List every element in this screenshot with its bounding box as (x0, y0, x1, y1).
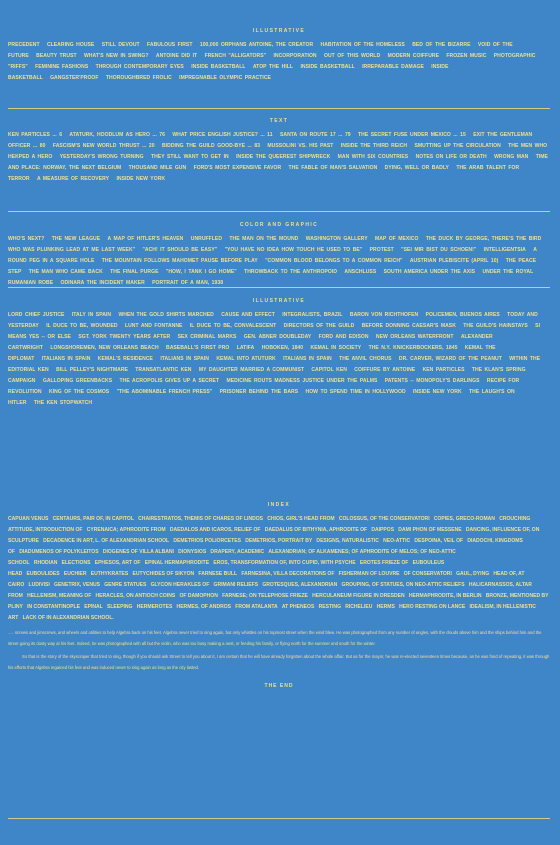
list-entry: THE FABLE OF MAN'S SALVATION (288, 165, 378, 171)
list-entry: POLICEMEN, BUENOS AIRES (425, 312, 500, 318)
list-entry: GANGSTER'PROOF (50, 75, 99, 81)
color-graphic-list (8, 234, 550, 289)
list-entry: RHODIAN (33, 560, 58, 566)
list-entry: DAMI PHON OF MESSENE (398, 527, 462, 533)
list-entry: RICHELIEU (345, 604, 373, 610)
section-heading: INDEX (267, 502, 291, 508)
list-entry: 100,000 ORPHANS ANTOINE, THE CREATOR (199, 42, 314, 48)
list-entry: DYING, WELL OR BADLY (384, 165, 449, 171)
list-entry: FASCISM'S NEW WORLD THRUST ... 20 (52, 143, 155, 149)
list-entry: LACK OF IN ALEXANDRIAN SCHOOL. (22, 615, 114, 621)
list-entry: KEMAL IN SOCIETY (310, 345, 362, 351)
list-entry: PROTEST (369, 247, 394, 253)
list-entry: PRISONER BEHIND THE BARS (219, 389, 299, 395)
list-entry: PORTRAIT OF A MAN, 1938 (152, 280, 224, 286)
list-entry: WRONG MAN (494, 154, 529, 160)
list-entry: GROUPING, OF STATUES, ON NEO-ATTIC RELIEFS (341, 582, 465, 588)
list-entry: YESTERDAY'S WRONG TURNING (59, 154, 144, 160)
list-entry: IL DUCE TO BE, CONVALESCENT (189, 323, 277, 329)
list-entry: COIFFURE BY ANTOINE (354, 367, 416, 373)
list-entry: GRIMANI RELIEFS (213, 582, 259, 588)
list-entry: "YOU HAVE NO IDEA HOW TOUCH HE USED TO BE" (224, 247, 363, 253)
list-entry: THE KLAN'S SPRING CAMPAIGN (8, 367, 526, 384)
list-entry: OF CONSERVATORI (403, 571, 452, 577)
list-entry: A ROUND PEG IN A SQUARE HOLE (8, 247, 537, 264)
list-entry: HERO RESTING ON LANCE (399, 604, 466, 610)
list-entry: GALLOPING GREENBACKS (42, 378, 113, 384)
list-entry: DESPOINA, VEIL OF (414, 538, 464, 544)
list-entry: INTEGRALISTS, BRAZIL (282, 312, 343, 318)
list-entry: UNRUFFLED (190, 236, 223, 242)
list-entry: ITALY IN SPAIN (71, 312, 112, 318)
list-entry: SANTA ON ROUTE 17 ... 79 (279, 132, 351, 138)
list-entry: INSIDE THE QUEEREST SHIPWRECK (236, 154, 331, 160)
list-entry: IN CONSTANTINOPLE (27, 604, 80, 610)
list-entry: ODINARA THE INCIDENT MAKER (60, 280, 145, 286)
list-entry: EPHESOS, ART OF (94, 560, 141, 566)
list-entry: "SEI MIR BIST DU SCHOEN!" (401, 247, 477, 253)
illustrative-list-2 (8, 310, 550, 409)
list-entry: THE NEW LEAGUE (51, 236, 101, 242)
list-entry: HERCULANEUM FIGURE IN DRESDEN (312, 593, 405, 599)
list-entry: CHIOS, GIRL'S HEAD FROM (267, 516, 335, 522)
list-entry: FRENCH "ALLIGATORS" (204, 53, 267, 59)
list-entry: ELECTIONS (61, 560, 91, 566)
list-entry: ANSCHLUSS (344, 269, 377, 275)
list-entry: ITALIANS IN SPAIN (283, 356, 332, 362)
list-entry: BEAUTY TRUST (36, 53, 77, 59)
list-entry: AUSTRIAN PLEBISCITE (APRIL 10) (409, 258, 499, 264)
list-entry: PHOTOGRAPHIC "RIFFS" (8, 53, 536, 70)
divider-rule (8, 211, 550, 212)
story-paragraph-1: ..... screws and jimscrews, and wheels and utilities to help Algebra back on his feet. Algebra never tried to sing again, but only whistles on his topmost street when the wind blew. He was photographed from any number of angles, with the clouds above him and the ships behind him and the street going its dusty way at his feet. Indeed, he was photographed with all but the violin, who was too busy making a nest, or feeding his family, or flying north for the summer and south for the winter. (8, 630, 542, 646)
list-entry: HALICARNASSOS, ALTAR FROM (8, 582, 532, 599)
list-entry: BARON VON RICHTHOFEN (349, 312, 419, 318)
list-entry: EUBOULIDES (26, 571, 60, 577)
list-entry: SEX CRIMINAL MARKS (177, 334, 237, 340)
section-heading: ILLUSTRATIVE (252, 28, 306, 34)
list-entry: MEDICINE ROUTS MADNESS JUSTICE UNDER THE PALMS (226, 378, 378, 384)
list-entry: SGT. YORK TWENTY YEARS AFTER (78, 334, 171, 340)
list-entry: DIADUMENOS OF POLYKLEITOS (19, 549, 99, 555)
list-entry: DECADENCE IN ART, L. OF ALEXANDRIAN SCHOOL (43, 538, 170, 544)
list-entry: AT PHENEOS (281, 604, 315, 610)
list-entry: LATIFA (236, 345, 255, 351)
list-entry: CHAIRESTRATOS, THEMIS OF CHARES OF LINDOS (138, 516, 264, 522)
section-heading: COLOR AND GRAPHIC (239, 222, 319, 228)
list-entry: GAUL, DYING (456, 571, 490, 577)
list-entry: SOUTH AMERICA UNDER THE AXIS (383, 269, 476, 275)
section-heading: ILLUSTRATIVE (252, 298, 306, 304)
list-entry: MAN WITH SIX COUNTRIES (337, 154, 409, 160)
list-entry: BEFORE DONNING CAESAR'S MASK (361, 323, 456, 329)
list-entry: BASEBALL'S FIRST PRO (166, 345, 230, 351)
list-entry: HELLENISM, MEANING OF (27, 593, 92, 599)
list-entry: DAIPPOS (371, 527, 395, 533)
list-entry: NOTES ON LIFE OR DEATH (415, 154, 487, 160)
list-entry: WHEN THE GOLD SHIRTS MARCHED (118, 312, 214, 318)
list-entry: GENRE STATUES (104, 582, 147, 588)
list-entry: WASHINGTON GALLERY (305, 236, 368, 242)
divider-rule (8, 287, 550, 288)
list-entry: GENETRIX, VENUS (54, 582, 101, 588)
list-entry: COPIES, GRECO-ROMAN (433, 516, 495, 522)
list-entry: THE ANVIL CHORUS (339, 356, 392, 362)
list-entry: NEW ORLEANS WATERFRONT (375, 334, 454, 340)
illustrative-list-1 (8, 40, 550, 84)
list-entry: DESIGNS, NATURALISTIC (316, 538, 379, 544)
list-entry: THEY STILL WANT TO GET IN (150, 154, 229, 160)
list-entry: THE MAN ON THE MOUND (229, 236, 299, 242)
list-entry: HERMAPHRODITE, IN BERLIN (408, 593, 482, 599)
list-entry: ITALIANS IN SPAIN (160, 356, 209, 362)
story-paragraph-2: So that is the story of the skyscraper that tried to sing, though if you should ask Street to tell you about it, I am certain that he will have already forgotten about the whole affair. But as for the mayor, he was re-elected seventeen times because, as he was fond of repeating, it was through his efforts that Algebra regained his feet and was induced never to sing again as long as the city lasted. (8, 654, 550, 670)
list-entry: OF DAMOPHON (179, 593, 218, 599)
list-entry: INSIDE THE THIRD REICH (340, 143, 408, 149)
list-entry: EPINAL (84, 604, 103, 610)
list-entry: OUT OF THIS WORLD (323, 53, 381, 59)
list-entry: KEN PARTICLES (422, 367, 465, 373)
list-entry: THE KEN STOPWATCH (33, 400, 93, 406)
list-entry: SI MEANS YES -- OR ELSE (8, 323, 541, 340)
list-entry: THE ARAB TALENT FOR TERROR (8, 165, 520, 182)
list-entry: HEAD OF, AT CAIRO (8, 571, 525, 588)
list-entry: GROTESQUES, ALEXANDRIAN (262, 582, 338, 588)
list-entry: DIADOCHI, KINGDOMS OF (8, 538, 523, 555)
list-entry: THE GUILD'S HAINSTAYS (463, 323, 528, 329)
list-entry: RECIPE FOR REVOLUTION (8, 378, 520, 395)
list-entry: ALEXANDER CARTWRIGHT (8, 334, 493, 351)
list-entry: KEMAL'S RESIDENCE (97, 356, 153, 362)
list-entry: MODERN COIFFURE (387, 53, 440, 59)
list-entry: CLEARING HOUSE (46, 42, 95, 48)
text-section (8, 118, 550, 185)
list-entry: COLOSSUS, OF THE CONSERVATORI (338, 516, 430, 522)
index-section (8, 502, 550, 689)
list-entry: DAEDALUS OF BITHYNIA, APHRODITE OF (264, 527, 368, 533)
list-entry: DRAPERY, ACADEMIC (210, 549, 265, 555)
list-entry: KEN PARTICLES ... 6 (8, 132, 63, 138)
list-entry: DEMETRIOS, PORTRAIT BY (245, 538, 313, 544)
list-entry: A MAP OF HITLER'S HEAVEN (107, 236, 184, 242)
list-entry: GEN. ABNER DOUBLEDAY (243, 334, 312, 340)
list-entry: BRONZE, MENTIONED BY PLINY (8, 593, 549, 610)
list-entry: THOUSAND MILE GUN (128, 165, 187, 171)
list-entry: THOROUGHBRED FROLIC (105, 75, 172, 81)
list-entry: FORD AND EDISON (318, 334, 369, 340)
list-entry: HERMES, OF ANDROS (176, 604, 232, 610)
list-entry: TODAY AND YESTERDAY (8, 312, 538, 329)
list-entry: WHAT'S NEW IN SWING? (83, 53, 149, 59)
list-entry: THE PEACE STEP (8, 258, 537, 275)
list-entry: THE N.Y. KNICKERBOCKERS, 1845 (368, 345, 458, 351)
list-entry: THE MEN WHO HEKPED A HERO (8, 143, 548, 160)
list-entry: THROWBACK TO THE ANTHROPOID (244, 269, 338, 275)
list-entry: FROM ATALANTA (235, 604, 278, 610)
list-entry: "HOW, I TANK I GO HOME" (165, 269, 237, 275)
list-entry: ATATURK, HOODLUM AS HERO ... 76 (69, 132, 165, 138)
list-entry: TRANSATLANTIC KEN (135, 367, 192, 373)
list-entry: EUBOULEUS HEAD (8, 560, 445, 577)
list-entry: THE FINAL PURGE (110, 269, 159, 275)
list-entry: WHAT PRICE ENGLISH JUSTICE? ... 11 (172, 132, 273, 138)
list-entry: CROUCHING ATTITUDE, INTRODUCTION OF (8, 516, 531, 533)
list-entry: DANCING, INFLUENCE OF, ON SCULPTURE (8, 527, 540, 544)
list-entry: FABULOUS FIRST (147, 42, 193, 48)
list-entry: INTELLIGENTSIA (483, 247, 526, 253)
list-entry: NEO-ATTIC (383, 538, 411, 544)
list-entry: DIONYSIOS (178, 549, 207, 555)
list-entry: INSIDE BASKETBALL (8, 64, 449, 81)
list-entry: HOBOKEN, 1840 (261, 345, 304, 351)
list-entry: FARNESINA, VILLA DECORATIONS OF (241, 571, 335, 577)
divider-rule (8, 818, 550, 819)
list-entry: HERACLES, ON ANTIOCH COINS (95, 593, 176, 599)
list-entry: ALEXANDRIAN; OF ALKAMENES; OF APHRODITE OF MELOS; OF NEO-ATTIC SCHOOL (8, 549, 456, 566)
list-entry: ITALIANS IN SPAIN (41, 356, 91, 362)
illustrative-section-1 (8, 28, 550, 84)
list-entry: EUTHYKRATES (90, 571, 129, 577)
list-entry: EUCHIER (63, 571, 87, 577)
list-entry: KEMAL THE DIPLOMAT (8, 345, 496, 362)
list-entry: PRECEDENT (8, 42, 40, 48)
list-entry: DAEDALOS AND ICAROS, RELIEF OF (169, 527, 261, 533)
list-entry: ANTOINE DID IT (155, 53, 198, 59)
list-entry: RESTING (318, 604, 341, 610)
list-entry: BIDDING THE GUILD GOOD-BYE ... 83 (161, 143, 261, 149)
color-graphic-section (8, 222, 550, 289)
list-entry: "ACH! IT SHOULD BE EASY" (142, 247, 218, 253)
list-entry: UNDER THE ROYAL RUMANIAN ROBE (8, 269, 534, 286)
list-entry: PATENTS -- MONOPOLY'S DARLINGS (384, 378, 480, 384)
list-entry: CAPUAN VENUS (8, 516, 49, 522)
list-entry: IDEALISM, IN HELLENISTIC ART (8, 604, 536, 621)
list-entry: CENTAURS, PAIR OF, IN CAPITOL (52, 516, 134, 522)
list-entry: SLEEPING (106, 604, 133, 610)
list-entry: THE MAN WHO CAME BACK (28, 269, 103, 275)
list-entry: MAP OF MEXICO (374, 236, 419, 242)
list-entry: FARNESE BULL (198, 571, 238, 577)
list-entry: FEMININE FASHIONS (35, 64, 89, 70)
list-entry: FARNESE; ON TELEPHOSE FRIEZE (222, 593, 308, 599)
list-entry: TIME AND PLACE: NORWAY, THE NEXT BELGIUM (8, 154, 548, 171)
list-entry: KEMAL INTO ATUTURK (216, 356, 276, 362)
list-entry: FISHERMAN OF LOUVRE (338, 571, 400, 577)
list-entry: DIOGENES OF VILLA ALBANI (102, 549, 174, 555)
illustrative-section-2 (8, 298, 550, 409)
list-entry: SMUTTING UP THE CIRCULATION (414, 143, 501, 149)
section-heading: TEXT (269, 118, 289, 124)
list-entry: BILL PELLEY'S NIGHTMARE (56, 367, 128, 373)
list-entry: LUNT AND FONTANNE (124, 323, 183, 329)
list-entry: GLYCON HERAKLES OF (150, 582, 210, 588)
list-entry: THE ACROPOLIS GIVES UP A SECRET (119, 378, 220, 384)
list-entry: EROS, TRANSFORMATION OF, INTO CUPID, WITH PSYCHE (213, 560, 356, 566)
list-entry: MUSSOLINI VS. HIS PAST (267, 143, 334, 149)
list-entry: EXIT THE GENTLEMAN OFFICER ... 80 (8, 132, 533, 149)
list-entry: EPINAL HERMAPHRODITE (144, 560, 210, 566)
list-entry: IL DUCE TO BE, WOUNDED (46, 323, 118, 329)
list-entry: CYRENAICA; APHRODITE FROM (86, 527, 166, 533)
list-entry: THE DUCK BY GEORGE, THERE'S THE BIRD WHO WAS PLUNKING LEAD AT ME LAST WEEK" (8, 236, 542, 253)
list-entry: INSIDE BASKETBALL (300, 64, 355, 70)
list-entry: "COMMON BLOOD BELONGS TO A COMMON REICH" (265, 258, 403, 264)
list-entry: BED OF THE BIZARRE (412, 42, 471, 48)
list-entry: HERMEROTES (136, 604, 173, 610)
list-entry: VOID OF THE FUTURE (8, 42, 513, 59)
list-entry: THE SECRET FUSE UNDER MEXICO ... 15 (358, 132, 466, 138)
list-entry: THE MOUNTAIN FOLLOWS MAHOMET PAUSE BEFORE PLAY (101, 258, 258, 264)
list-entry: INSIDE BASKETBALL (191, 64, 246, 70)
list-entry: HERMS (376, 604, 395, 610)
list-entry: "THE ABOMINABLE FRENCH PRESS" (116, 389, 213, 395)
list-entry: IRREPARABLE DAMAGE (362, 64, 424, 70)
list-entry: THE LAUGH'S ON HITLER (8, 389, 515, 406)
list-entry: WITHIN THE EDITORIAL KEN (8, 356, 541, 373)
list-entry: THROUGH CONTEMPORARY EYES (95, 64, 184, 70)
list-entry: LONGSHOREMEN, NEW ORLEANS BEACH (50, 345, 159, 351)
list-entry: IMPREGNABLE OLYMPIC PRACTICE (179, 75, 271, 81)
list-entry: KING OF THE COSMOS (48, 389, 110, 395)
list-entry: INCORPORATION (273, 53, 317, 59)
list-entry: LUDIVISI (28, 582, 50, 588)
list-entry: CAUSE AND EFFECT (221, 312, 275, 318)
list-entry: LORD CHIEF JUSTICE (8, 312, 65, 318)
list-entry: FROZEN MUSIC (446, 53, 487, 59)
index-list (8, 514, 550, 624)
list-entry: ATOP THE HILL (252, 64, 294, 70)
list-entry: DEMETRIOS POLIORCETES (173, 538, 241, 544)
list-entry: MY DAUGHTER MARRIED A COMMUNIST (198, 367, 304, 373)
list-entry: HOW TO SPEND TIME IN HOLLYWOOD (305, 389, 406, 395)
list-entry: DIRECTORS OF THE GUILD (283, 323, 355, 329)
list-entry: EUTYCHIDES OF SIKYON (132, 571, 195, 577)
divider-rule (8, 108, 550, 109)
list-entry: DR. CARVER, WIZARD OF THE PEANUT (398, 356, 502, 362)
list-entry: CAPITOL KEN (311, 367, 347, 373)
the-end-label: THE END (264, 683, 294, 690)
text-list (8, 130, 550, 185)
list-entry: FORD'S MOST EXPENSIVE FAVOR (193, 165, 282, 171)
list-entry: WHO'S NEXT? (8, 236, 45, 242)
list-entry: EROTES FRIEZE OF (359, 560, 409, 566)
list-entry: INSIDE NEW YORK (116, 176, 166, 182)
list-entry: HABITATION OF THE HOMELESS (320, 42, 405, 48)
list-entry: INSIDE NEW YORK (413, 389, 462, 395)
list-entry: A MEASURE OF RECOVERY (36, 176, 110, 182)
list-entry: STILL DEVOUT (101, 42, 140, 48)
